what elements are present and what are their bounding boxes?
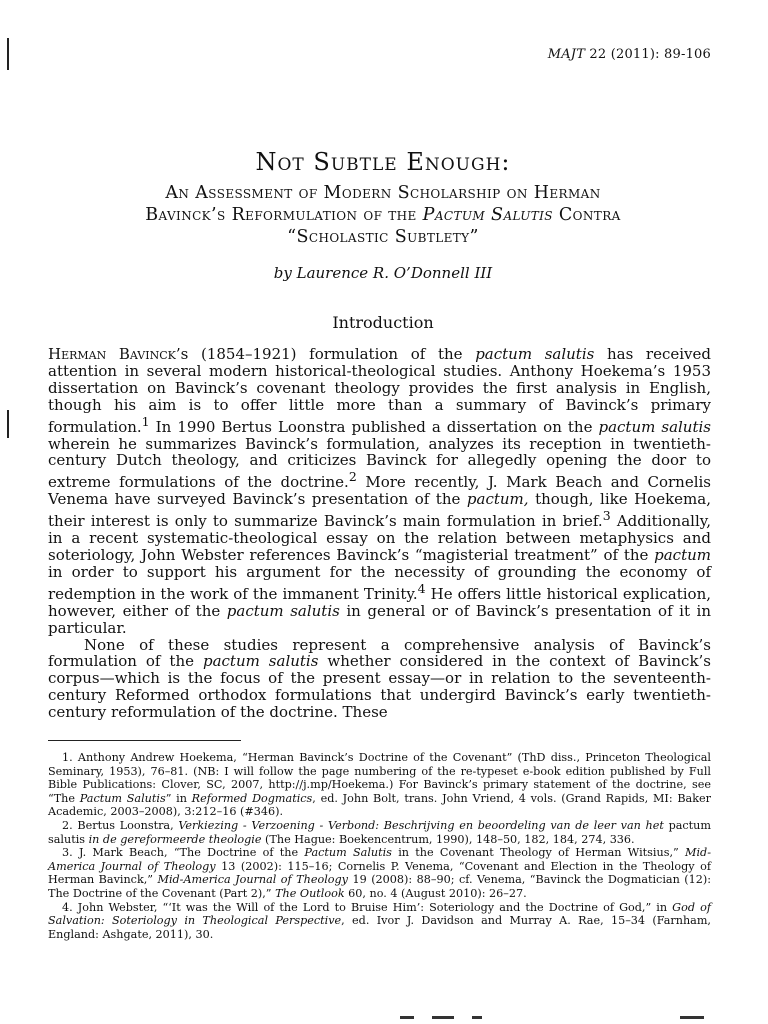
subtitle-line: An Assessment of Modern Scholarship on Herman bbox=[165, 183, 601, 203]
text-run: in general or of Bavinck’s presentation of it in particular. bbox=[48, 601, 711, 637]
footnote-divider bbox=[48, 740, 241, 741]
body-paragraph bbox=[48, 637, 711, 722]
footnote-ref: 2 bbox=[348, 469, 357, 485]
text-run: 19 (2008): 88–90; cf. Venema, “Bavinck the Dogmatician (12): The Doctrine of the Covenant (Part 2),” bbox=[48, 873, 711, 900]
italic-term: in de gereformeerde theologie bbox=[88, 832, 262, 846]
journal-citation bbox=[548, 47, 711, 62]
text-run: 4. John Webster, “‘It was the Will of the Lord to Bruise Him’: Soteriology and the Doctrine of God,” in bbox=[62, 900, 673, 914]
text-run: 1. Anthony Andrew Hoekema, “Herman Bavinck’s Doctrine of the Covenant” (ThD diss., Princeton Theological Seminary, 1953), 76–81. (NB: I will follow the page numbering of the re-typeset e-book edition published by Full Bible Publications: Clover, SC, 2007, http://j.mp/Hoekema.) For Bavinck’s primary statement of the doctrine, see “The bbox=[48, 751, 711, 805]
text-run: , ed. Ivor J. Davidson and Murray A. Rae, 15–34 (Farnham, England: Ashgate, 2011), 30. bbox=[48, 914, 711, 941]
text-run: in the Covenant Theology of Herman Witsius,” bbox=[391, 846, 686, 860]
text-run: whether considered in the context of Bavinck’s corpus—which is the focus of the present essay—or in relation to the seventeenth-century Reformed orthodox formulations that undergird Bavinck’s early twentieth-century reformulation of the doctrine. These bbox=[48, 652, 711, 722]
italic-term: pactum salutis bbox=[226, 601, 340, 620]
text-run: Additionally, in a recent systematic-theological essay on the relation between metaphysics and soteriology, John Webster references Bavinck’s “magisterial treatment” of the bbox=[48, 512, 711, 564]
text-run: In 1990 Bertus Loonstra published a dissertation on the bbox=[149, 417, 599, 436]
text-run: 60, no. 4 (August 2010): 26–27. bbox=[344, 886, 527, 900]
footnotes bbox=[48, 751, 711, 941]
italic-term: Pactum Salutis bbox=[304, 846, 392, 860]
italic-term: pactum salutis bbox=[598, 417, 711, 436]
title-block bbox=[48, 148, 718, 282]
subtitle-italic-term: Pactum Salutis bbox=[422, 205, 553, 225]
page-bottom-artifacts bbox=[380, 1016, 720, 1024]
subtitle-line: “Scholastic Subtlety” bbox=[287, 227, 479, 247]
footnote bbox=[48, 901, 711, 942]
italic-term: Reformed Dogmatics bbox=[191, 791, 313, 805]
text-run: 13 (2002): 115–16; Cornelis P. Venema, “Covenant and Election in the Theology of Herman Bavinck,” bbox=[48, 859, 711, 887]
author-byline: by Laurence R. O’Donnell III bbox=[273, 264, 493, 282]
body-text bbox=[48, 346, 711, 721]
text-run: 2. Bertus Loonstra, bbox=[62, 818, 179, 832]
footnote-ref: 4 bbox=[417, 580, 426, 596]
scan-artifact bbox=[472, 1016, 482, 1019]
small-caps-name: Herman Bavinck bbox=[48, 345, 176, 363]
italic-term: Mid-America Journal of Theology bbox=[157, 873, 348, 887]
footnote-ref: 1 bbox=[141, 413, 150, 429]
text-run: He offers little historical explication, however, either of the bbox=[48, 584, 712, 620]
journal-volume-pages: 22 (2011): 89-106 bbox=[585, 47, 711, 62]
text-run: has received attention in several modern historical-theological studies. Anthony Hoekema’s 1953 dissertation on Bavinck’s covenant theology provides the first analysis in English, though his aim is to offer little more than a summary of Bavinck’s primary formulation. bbox=[48, 345, 712, 436]
left-margin-mark bbox=[7, 38, 9, 70]
italic-term: Pactum Salutis bbox=[79, 791, 166, 805]
scan-artifact bbox=[680, 1016, 704, 1019]
italic-term: pactum bbox=[654, 545, 711, 564]
text-run: 3. J. Mark Beach, “The Doctrine of the bbox=[62, 846, 305, 860]
italic-term: pactum salutis bbox=[475, 345, 595, 363]
text-run: in order to support his argument for the necessity of grounding the economy of redemption in the work of the immanent Trinity. bbox=[48, 562, 711, 603]
text-run: More recently, J. Mark Beach and Cornelis Venema have surveyed Bavinck’s presentation of the bbox=[48, 473, 711, 509]
footnote bbox=[48, 846, 711, 900]
italic-term: Verkiezing - Verzoening - Verbond: Beschrijving en beoordeling van de leer van het bbox=[178, 818, 664, 832]
article-subtitle bbox=[48, 182, 718, 248]
text-run: None of these studies represent a comprehensive analysis of Bavinck’s formulation of the bbox=[48, 635, 711, 671]
italic-term: The Outlook bbox=[275, 886, 345, 900]
scan-artifact bbox=[400, 1016, 414, 1019]
left-margin-mark bbox=[7, 410, 9, 438]
text-run: , ed. John Bolt, trans. John Vriend, 4 vols. (Grand Rapids, MI: Baker Academic, 2003–2008), 3:212–16 (#346). bbox=[48, 791, 711, 819]
text-run: ’s (1854–1921) formulation of the bbox=[175, 345, 476, 363]
journal-abbrev: MAJT bbox=[547, 47, 586, 62]
footnote bbox=[48, 819, 711, 846]
scan-artifact bbox=[432, 1016, 454, 1019]
text-run: though, like Hoekema, their interest is only to summarize Bavinck’s main formulation in brief. bbox=[48, 490, 711, 531]
italic-term: pactum, bbox=[466, 490, 529, 509]
italic-term: Mid-America Journal of Theology bbox=[48, 846, 711, 873]
italic-term: pactum salutis bbox=[202, 652, 319, 671]
section-heading: Introduction bbox=[332, 313, 434, 332]
footnote bbox=[48, 751, 711, 819]
italic-term: God of Salvation: Soteriology in Theological Perspective bbox=[48, 900, 711, 928]
body-paragraph bbox=[48, 346, 711, 637]
text-run: pactum salutis bbox=[48, 818, 711, 846]
text-run: ” in bbox=[165, 791, 192, 805]
text-run: wherein he summarizes Bavinck’s formulation, analyzes its reception in twentieth-century Dutch theology, and criticizes Bavinck for allegedly opening the door to extreme formulations of the doctrine. bbox=[48, 434, 711, 492]
article-title: Not Subtle Enough: bbox=[255, 148, 511, 176]
footnote-ref: 3 bbox=[602, 508, 611, 524]
text-run: (The Hague: Boekencentrum, 1990), 148–50, 182, 184, 274, 336. bbox=[261, 832, 635, 846]
subtitle-text: Bavinck’s Reformulation of the bbox=[145, 205, 423, 225]
subtitle-text: Contra bbox=[552, 205, 621, 225]
subtitle-line bbox=[48, 204, 718, 226]
